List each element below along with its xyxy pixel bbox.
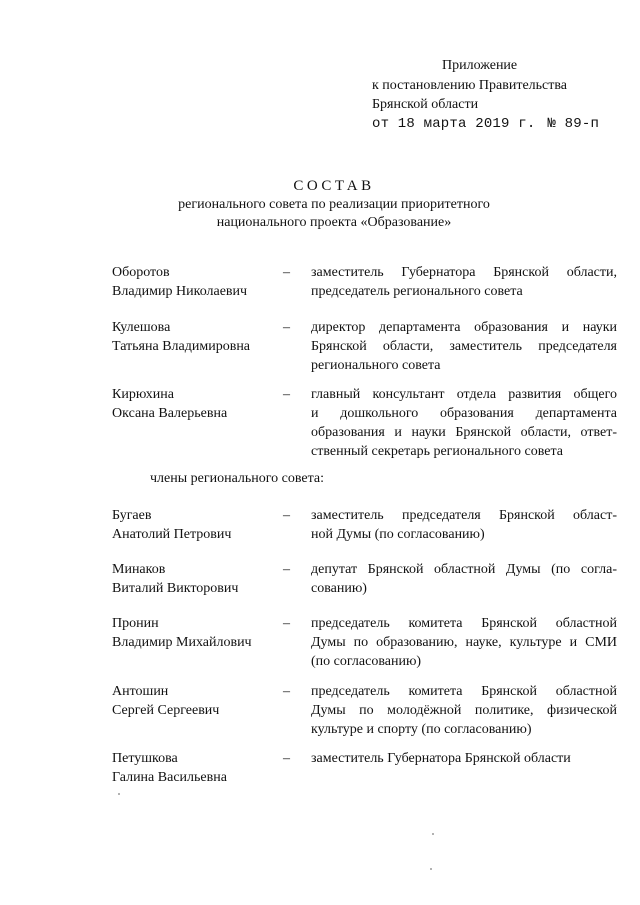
person-role — [311, 385, 617, 461]
scan-speck — [118, 793, 120, 795]
appendix-date: от 18 марта 2019 г. — [372, 115, 536, 132]
person-given-name: Анатолий Петрович — [112, 527, 232, 542]
scan-speck — [432, 833, 434, 835]
appendix-line-region: Брянской области — [372, 97, 479, 112]
role-line: образования и науки Брянской области, ответ- — [311, 425, 617, 440]
person-surname: Пронин — [112, 616, 159, 631]
person-name — [112, 506, 272, 544]
role-line: (по согласованию) — [311, 654, 422, 669]
person-given-name: Владимир Николаевич — [112, 284, 248, 299]
person-name — [112, 263, 272, 301]
person-name — [112, 560, 272, 598]
person-role — [311, 263, 617, 301]
document-title — [0, 176, 640, 232]
role-line: заместитель Губернатора Брянской области — [311, 751, 571, 766]
person-given-name: Татьяна Владимировна — [112, 339, 251, 354]
scan-speck — [430, 868, 432, 870]
role-line: депутат Брянской областной Думы (по согла- — [311, 562, 617, 577]
person-surname: Кулешова — [112, 320, 171, 335]
person-given-name: Сергей Сергеевич — [112, 703, 220, 718]
role-line: ной Думы (по согласованию) — [311, 527, 485, 542]
person-surname: Бугаев — [112, 508, 152, 523]
title-line-2: национального проекта «Образование» — [216, 215, 452, 230]
dash: – — [283, 616, 290, 631]
person-name — [112, 749, 272, 787]
title-line-1: регионального совета по реализации приоритетного — [178, 197, 490, 212]
appendix-date-stamp — [372, 115, 599, 135]
role-line: заместитель Губернатора Брянской области, — [311, 265, 617, 280]
role-line: культуре и спорту (по согласованию) — [311, 722, 532, 737]
role-line: заместитель председателя Брянской област- — [311, 508, 617, 523]
person-surname: Петушкова — [112, 751, 178, 766]
person-name — [112, 318, 272, 356]
person-name — [112, 385, 272, 423]
dash: – — [283, 387, 290, 402]
dash: – — [283, 508, 290, 523]
person-surname: Оборотов — [112, 265, 170, 280]
appendix-title: Приложение — [442, 58, 518, 73]
appendix-line-resolution: к постановлению Правительства — [372, 77, 568, 93]
person-role — [311, 682, 617, 739]
person-surname: Антошин — [112, 684, 169, 699]
dash: – — [283, 684, 290, 699]
role-line: Думы по образованию, науке, культуре и СМИ — [311, 635, 617, 650]
role-line: Брянской области, заместитель председателя — [311, 339, 617, 354]
role-line: председатель комитета Брянской областной — [311, 616, 617, 631]
person-given-name: Галина Васильевна — [112, 770, 227, 785]
appendix-block — [372, 56, 599, 134]
person-name — [112, 614, 272, 652]
dash: – — [283, 751, 290, 766]
person-role — [311, 614, 617, 671]
role-line: председатель комитета Брянской областной — [311, 684, 617, 699]
role-line: сованию) — [311, 581, 367, 596]
person-surname: Кирюхина — [112, 387, 174, 402]
person-role — [311, 318, 617, 375]
title-heading: СОСТАВ — [293, 178, 375, 194]
person-name — [112, 682, 272, 720]
appendix-number: № 89-п — [547, 115, 600, 132]
dash: – — [283, 562, 290, 577]
role-line: директор департамента образования и науки — [311, 320, 617, 335]
role-line: председатель регионального совета — [311, 284, 523, 299]
person-role — [311, 560, 617, 598]
person-given-name: Виталий Викторович — [112, 581, 239, 596]
dash: – — [283, 265, 290, 280]
role-line: ственный секретарь регионального совета — [311, 444, 563, 459]
person-given-name: Оксана Валерьевна — [112, 406, 228, 421]
person-role — [311, 506, 617, 544]
person-surname: Минаков — [112, 562, 166, 577]
dash: – — [283, 320, 290, 335]
person-role — [311, 749, 617, 768]
role-line: главный консультант отдела развития общего — [311, 387, 617, 402]
members-label: члены регионального совета: — [150, 471, 325, 486]
role-line: регионального совета — [311, 358, 441, 373]
person-given-name: Владимир Михайлович — [112, 635, 252, 650]
role-line: и дошкольного образования департамента — [311, 406, 617, 421]
role-line: Думы по молодёжной политике, физической — [311, 703, 617, 718]
